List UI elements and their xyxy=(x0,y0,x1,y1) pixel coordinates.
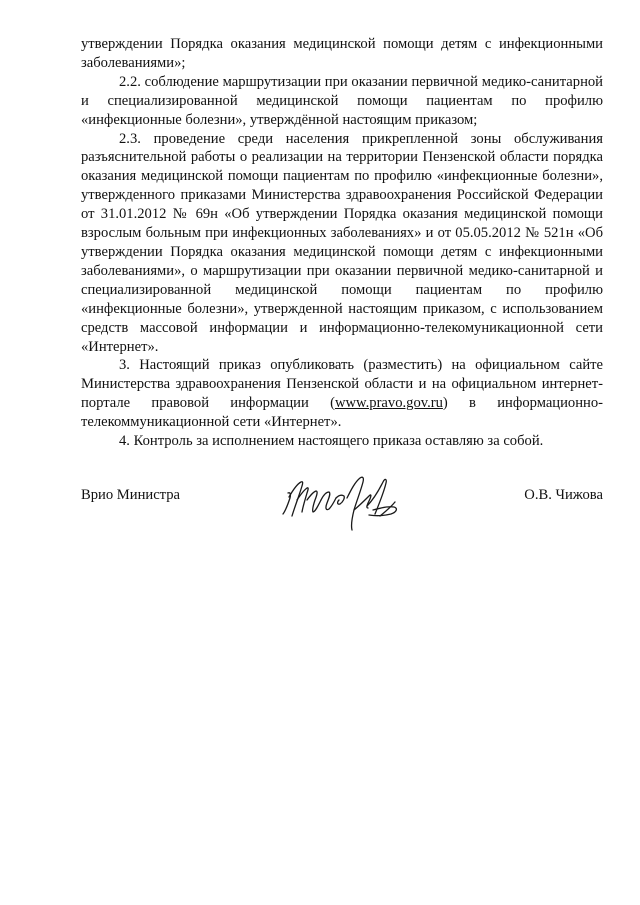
paragraph-continuation: утверждении Порядка оказания медицинской помощи детям с инфекционными заболеваниями»; xyxy=(81,36,603,71)
signatory-name: О.В. Чижова xyxy=(524,487,603,503)
signatory-position: Врио Министра xyxy=(81,487,180,503)
paragraph-2-3: 2.3. проведение среди населения прикрепленной зоны обслуживания разъяснительной работы о реализации на территории Пензенской области порядка оказания медицинской помощи пациентам по профилю «инфекционные болезни», утвержденного приказами Министерства здравоохранения Российской Федерации от 31.01.2012 № 69н «Об утверждении Порядка оказания медицинской помощи взрослым больным при инфекционных заболеваниях» и от 05.05.2012 № 521н «Об утверждении Порядка оказания медицинской помощи детям с инфекционными заболеваниями», о маршрутизации при оказании первичной медико-санитарной и специализированной медицинской помощи пациентам по профилю «инфекционные болезни», утвержденной настоящим приказом, с использованием средств массовой информации и информационно-телекомуникационной сети «Интернет». xyxy=(81,130,603,355)
pravo-gov-link[interactable]: www.pravo.gov.ru xyxy=(334,395,443,412)
handwritten-signature-icon xyxy=(277,470,407,536)
paragraph-3-publish: 3. Настоящий приказ опубликовать (разместить) на официальном сайте Министерства здравоохранения Пензенской области и на официальном интернет-портале правовой информации (www.pravo.gov.ru) в информационно-телекоммуникационной сети «Интернет». xyxy=(81,357,604,431)
document-body xyxy=(81,35,603,451)
paragraph-2-2: 2.2. соблюдение маршрутизации при оказании первичной медико-санитарной и специализированной медицинской помощи пациентам по профилю «инфекционные болезни», утверждённой настоящим приказом; xyxy=(81,73,603,128)
paragraph-4-control: 4. Контроль за исполнением настоящего приказа оставляю за собой. xyxy=(119,433,544,450)
signature-block xyxy=(81,470,603,540)
